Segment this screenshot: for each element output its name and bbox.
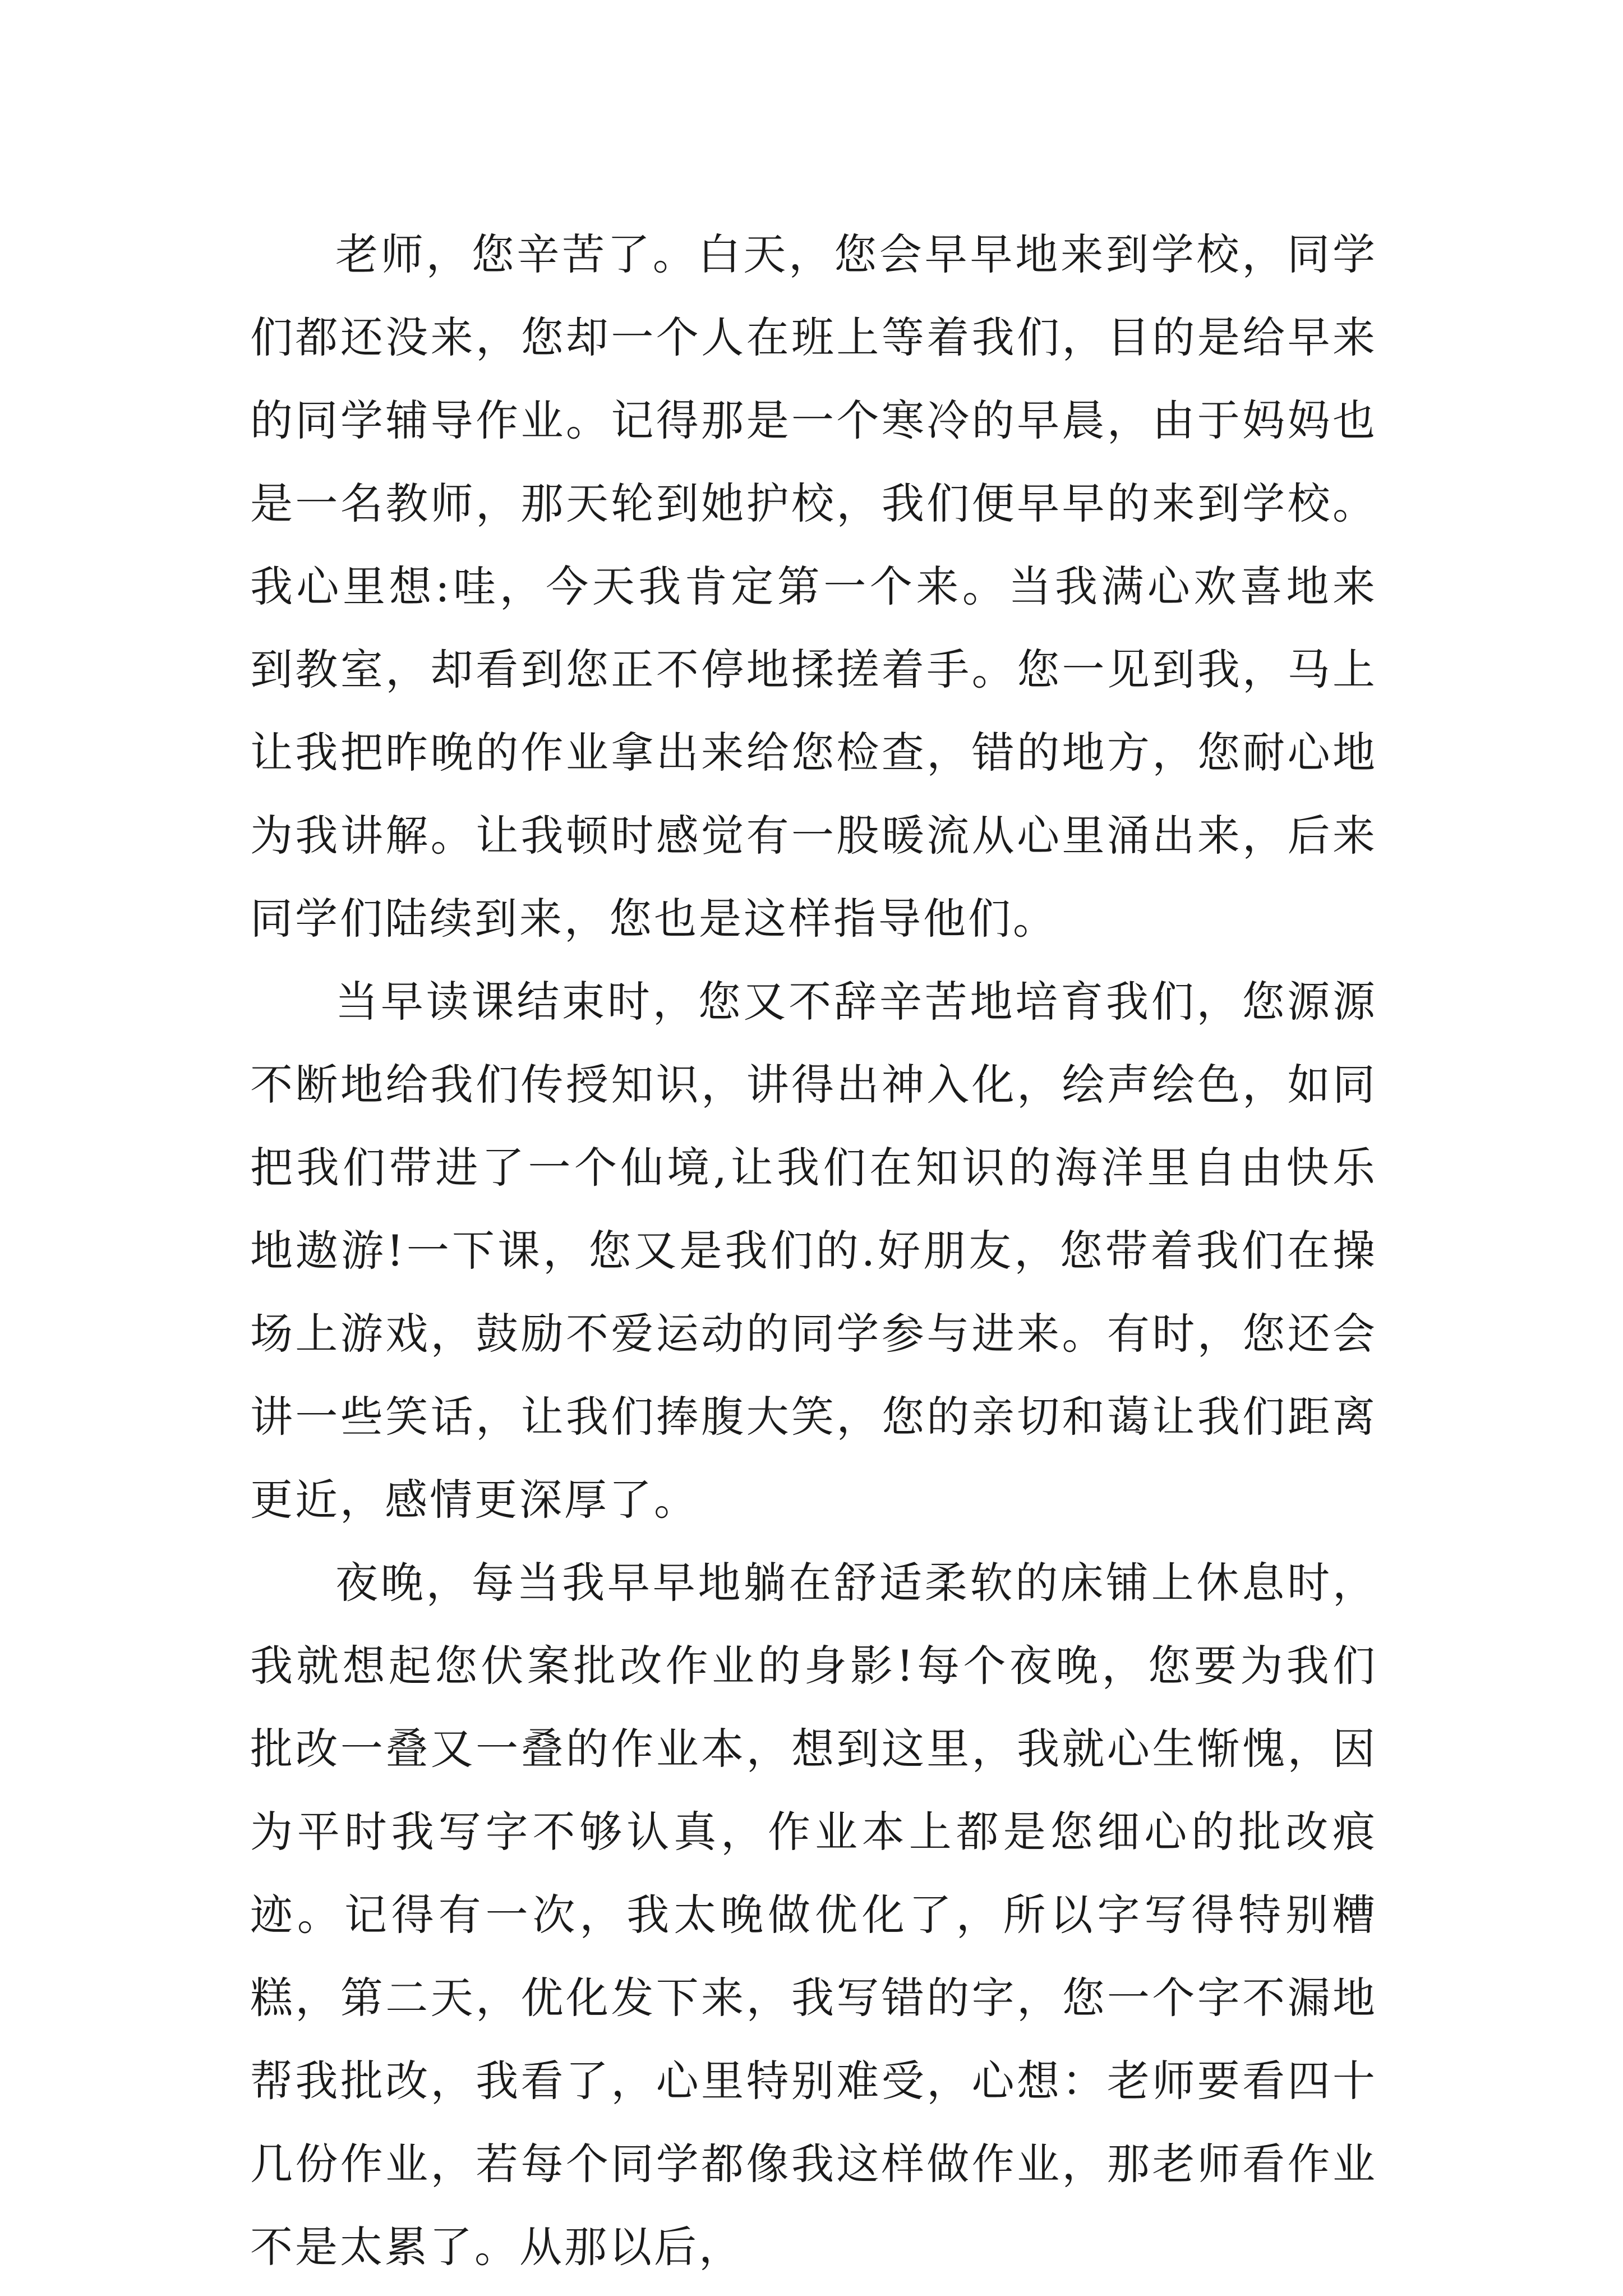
- paragraph-3: 夜晚，每当我早早地躺在舒适柔软的床铺上休息时，我就想起您伏案批改作业的身影!每个夜晚，您要为我们批改一叠又一叠的作业本，想到这里，我就心生惭愧，因为平时我写字不够认真，作业本上都是您细心的批改痕迹。记得有一次，我太晚做优化了，所以字写得特别糟糕，第二天，优化发下来，我写错的字，您一个字不漏地帮我批改，我看了，心里特别难受，心想：老师要看四十几份作业，若每个同学都像我这样做作业，那老师看作业不是太累了。从那以后，: [250, 1558, 1377, 2272]
- paragraph-1: 老师，您辛苦了。白天，您会早早地来到学校，同学们都还没来，您却一个人在班上等着我们，目的是给早来的同学辅导作业。记得那是一个寒冷的早晨，由于妈妈也是一名教师，那天轮到她护校，我们便早早的来到学校。我心里想:哇，今天我肯定第一个来。当我满心欢喜地来到教室，却看到您正不停地揉搓着手。您一见到我，马上让我把昨晚的作业拿出来给您检查，错的地方，您耐心地为我讲解。让我顿时感觉有一股暖流从心里涌出来，后来同学们陆续到来，您也是这样指导他们。: [250, 229, 1377, 944]
- document-body: [250, 213, 1377, 2289]
- paragraph-2: 当早读课结束时，您又不辞辛苦地培育我们，您源源不断地给我们传授知识，讲得出神入化，绘声绘色，如同把我们带进了一个仙境,让我们在知识的海洋里自由快乐地遨游!一下课，您又是我们的.好朋友，您带着我们在操场上游戏，鼓励不爱运动的同学参与进来。有时，您还会讲一些笑话，让我们捧腹大笑，您的亲切和蔼让我们距离更近，感情更深厚了。: [250, 977, 1377, 1525]
